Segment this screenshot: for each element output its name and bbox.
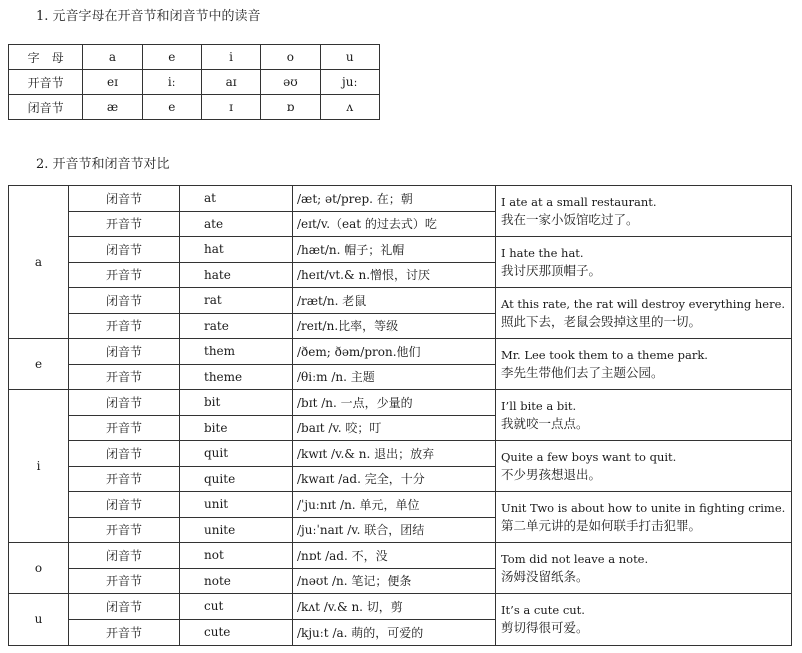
syllable-type-cell: 闭音节 — [69, 390, 180, 416]
letter-cell: u — [320, 45, 379, 70]
word-cell: cut — [180, 594, 293, 620]
example-english: I hate the hat. — [501, 246, 584, 260]
table-row — [9, 441, 792, 467]
phonetic-definition-cell: /kwɪt /v.& n. 退出；放弃 — [293, 441, 496, 467]
word-cell: ate — [180, 211, 293, 237]
table-row — [9, 95, 380, 120]
word-cell: not — [180, 543, 293, 569]
syllable-type-cell: 开音节 — [69, 262, 180, 288]
vowel-letter-cell: a — [9, 186, 69, 339]
table-row — [9, 492, 792, 518]
example-cell — [496, 186, 792, 237]
table-row — [9, 186, 792, 212]
example-english: Quite a few boys want to quit. — [501, 450, 677, 464]
letter-cell: a — [83, 45, 142, 70]
syllable-type-cell: 闭音节 — [69, 186, 180, 212]
example-chinese: 李先生带他们去了主题公园。 — [501, 365, 664, 380]
table-row — [9, 237, 792, 263]
word-cell: unit — [180, 492, 293, 518]
phonetic-cell: æ — [83, 95, 142, 120]
word-cell: rate — [180, 313, 293, 339]
phonetic-definition-cell: /baɪt /v. 咬；叮 — [293, 415, 496, 441]
phonetic-definition-cell: /ræt/n. 老鼠 — [293, 288, 496, 314]
example-english: Mr. Lee took them to a theme park. — [501, 348, 708, 362]
example-english: Tom did not leave a note. — [501, 552, 649, 566]
example-cell — [496, 237, 792, 288]
phonetic-cell: eɪ — [83, 70, 142, 95]
table-row — [9, 339, 792, 365]
phonetic-definition-cell: /æt; ət/prep. 在；朝 — [293, 186, 496, 212]
example-chinese: 第二单元讲的是如何联手打击犯罪。 — [501, 518, 702, 533]
vowel-reading-table — [8, 44, 380, 120]
example-cell — [496, 390, 792, 441]
phonetic-definition-cell: /eɪt/v.（eat 的过去式）吃 — [293, 211, 496, 237]
table-row — [9, 543, 792, 569]
syllable-type-cell: 开音节 — [69, 364, 180, 390]
example-chinese: 汤姆没留纸条。 — [501, 569, 589, 584]
phonetic-definition-cell: /kwaɪt /ad. 完全，十分 — [293, 466, 496, 492]
phonetic-definition-cell: /ðem; ðəm/pron.他们 — [293, 339, 496, 365]
word-cell: bite — [180, 415, 293, 441]
example-english: I’ll bite a bit. — [501, 399, 577, 413]
example-chinese: 我讨厌那顶帽子。 — [501, 263, 602, 278]
phonetic-definition-cell: /θiːm /n. 主题 — [293, 364, 496, 390]
section1-title: 1. 元音字母在开音节和闭音节中的读音 — [36, 9, 261, 24]
phonetic-definition-cell: /kʌt /v.& n. 切，剪 — [293, 594, 496, 620]
syllable-type-cell: 开音节 — [69, 619, 180, 645]
phonetic-definition-cell: /heɪt/vt.& n.憎恨，讨厌 — [293, 262, 496, 288]
example-cell — [496, 594, 792, 646]
word-cell: hate — [180, 262, 293, 288]
syllable-comparison-table — [8, 185, 792, 646]
vowel-letter-cell: u — [9, 594, 69, 646]
table-row — [9, 45, 380, 70]
syllable-type-cell: 闭音节 — [69, 492, 180, 518]
word-cell: them — [180, 339, 293, 365]
phonetic-definition-cell: /reɪt/n.比率，等级 — [293, 313, 496, 339]
word-cell: bit — [180, 390, 293, 416]
syllable-type-cell: 开音节 — [69, 466, 180, 492]
example-english: At this rate, the rat will destroy everything here. — [501, 297, 786, 311]
word-cell: theme — [180, 364, 293, 390]
vowel-letter-cell: e — [9, 339, 69, 390]
example-cell — [496, 543, 792, 594]
word-cell: quite — [180, 466, 293, 492]
phonetic-definition-cell: /kjuːt /a. 萌的，可爱的 — [293, 619, 496, 645]
word-cell: at — [180, 186, 293, 212]
phonetic-cell: əʊ — [261, 70, 320, 95]
example-cell — [496, 288, 792, 339]
table-row — [9, 594, 792, 620]
vowel-letter-cell: i — [9, 390, 69, 543]
syllable-type-cell: 闭音节 — [69, 237, 180, 263]
phonetic-cell: iː — [142, 70, 201, 95]
syllable-type-cell: 开音节 — [69, 415, 180, 441]
open-syllable-label: 开音节 — [9, 70, 83, 95]
syllable-type-cell: 闭音节 — [69, 441, 180, 467]
example-english: Unit Two is about how to unite in fighting crime. — [501, 501, 786, 515]
phonetic-cell: juː — [320, 70, 379, 95]
syllable-type-cell: 开音节 — [69, 211, 180, 237]
phonetic-cell: ʌ — [320, 95, 379, 120]
phonetic-definition-cell: /bɪt /n. 一点，少量的 — [293, 390, 496, 416]
phonetic-definition-cell: /juːˈnaɪt /v. 联合，团结 — [293, 517, 496, 543]
table-row — [9, 390, 792, 416]
phonetic-definition-cell: /ˈjuːnɪt /n. 单元，单位 — [293, 492, 496, 518]
syllable-type-cell: 开音节 — [69, 313, 180, 339]
phonetic-definition-cell: /nɒt /ad. 不，没 — [293, 543, 496, 569]
word-cell: cute — [180, 619, 293, 645]
word-cell: quit — [180, 441, 293, 467]
example-chinese: 剪切得很可爱。 — [501, 620, 589, 636]
comparison-body — [9, 186, 792, 646]
phonetic-cell: e — [142, 95, 201, 120]
example-cell — [496, 339, 792, 390]
section2-title: 2. 开音节和闭音节对比 — [36, 157, 170, 172]
example-chinese: 我在一家小饭馆吃过了。 — [501, 212, 639, 227]
vowel-letter-cell: o — [9, 543, 69, 594]
closed-syllable-label: 闭音节 — [9, 95, 83, 120]
phonetic-cell: ɒ — [261, 95, 320, 120]
word-cell: hat — [180, 237, 293, 263]
example-chinese: 不少男孩想退出。 — [501, 467, 602, 482]
phonetic-cell: aɪ — [201, 70, 260, 95]
letter-cell: e — [142, 45, 201, 70]
table-row — [9, 288, 792, 314]
example-english: It’s a cute cut. — [501, 603, 585, 618]
example-cell — [496, 492, 792, 543]
syllable-type-cell: 闭音节 — [69, 543, 180, 569]
syllable-type-cell: 闭音节 — [69, 288, 180, 314]
example-chinese: 我就咬一点点。 — [501, 416, 589, 431]
word-cell: rat — [180, 288, 293, 314]
phonetic-cell: ɪ — [201, 95, 260, 120]
syllable-type-cell: 开音节 — [69, 568, 180, 594]
letter-cell: i — [201, 45, 260, 70]
letter-cell: o — [261, 45, 320, 70]
example-chinese: 照此下去，老鼠会毁掉这里的一切。 — [501, 314, 702, 329]
phonetic-definition-cell: /hæt/n. 帽子；礼帽 — [293, 237, 496, 263]
word-cell: unite — [180, 517, 293, 543]
table-row — [9, 70, 380, 95]
phonetic-definition-cell: /nəʊt /n. 笔记；便条 — [293, 568, 496, 594]
example-english: I ate at a small restaurant. — [501, 195, 657, 209]
syllable-type-cell: 开音节 — [69, 517, 180, 543]
word-cell: note — [180, 568, 293, 594]
syllable-type-cell: 闭音节 — [69, 594, 180, 620]
example-cell — [496, 441, 792, 492]
header-cell: 字 母 — [9, 45, 83, 70]
syllable-type-cell: 闭音节 — [69, 339, 180, 365]
